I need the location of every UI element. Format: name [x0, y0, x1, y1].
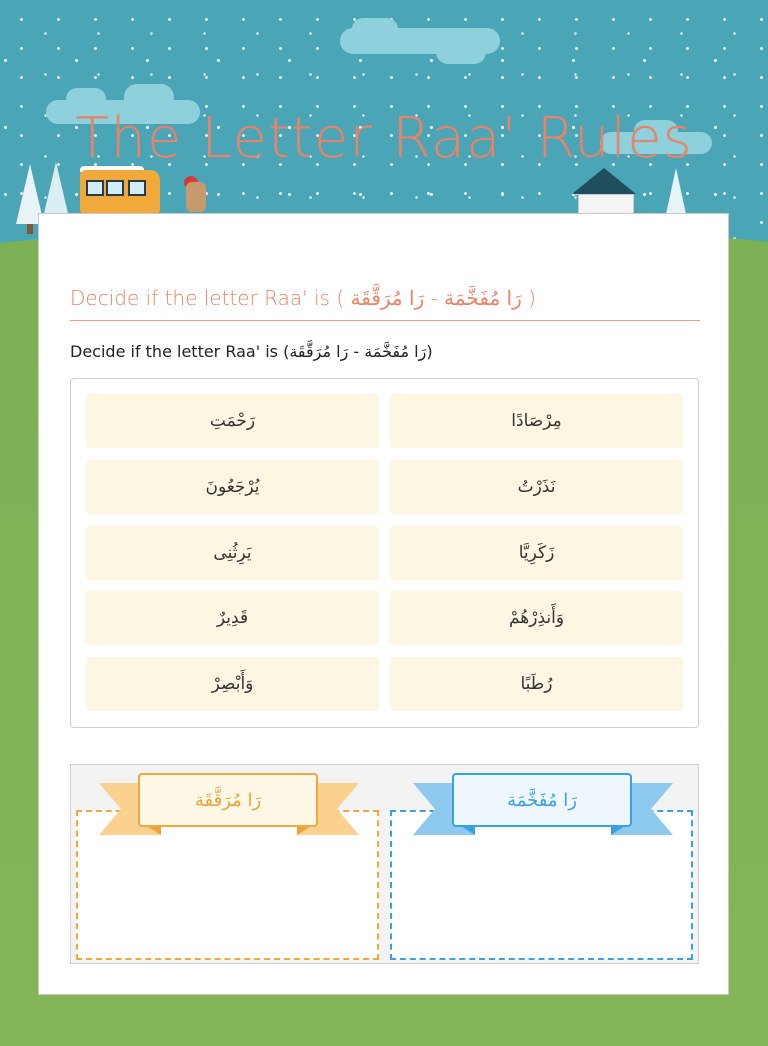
- page-title: The Letter Raa' Rules: [75, 106, 693, 171]
- section-heading: Decide if the letter Raa' is ( رَا مُفَخَّمَة - رَا مُرَقَّقَة ): [70, 286, 700, 321]
- house-roof-icon: [572, 168, 636, 194]
- instructions-text: Decide if the letter Raa' is (رَا مُفَخَّمَة - رَا مُرَقَّقَة): [70, 342, 433, 361]
- category-label-muraqqaqa: رَا مُرَقَّقَة: [138, 773, 318, 827]
- activity-card: [38, 213, 729, 995]
- snowy-tree: [666, 168, 686, 214]
- category-drop-area: [70, 764, 699, 964]
- word-card[interactable]: وَأَبْصِرْ: [86, 657, 379, 711]
- tree-trunk: [27, 224, 33, 234]
- bus-icon: [80, 170, 160, 214]
- deer-icon: [186, 182, 206, 212]
- word-card[interactable]: نَذَرْتُ: [390, 460, 683, 514]
- word-card[interactable]: مِرْصَادًا: [390, 394, 683, 448]
- word-card[interactable]: قَدِيرٌ: [86, 591, 379, 645]
- word-card[interactable]: رُطَبًا: [390, 657, 683, 711]
- cloud: [436, 40, 486, 64]
- word-card[interactable]: يُرْجَعُونَ: [86, 460, 379, 514]
- word-card[interactable]: يَرِثُنِى: [86, 526, 379, 580]
- category-label-mufakhkhama: رَا مُفَخَّمَة: [452, 773, 632, 827]
- cloud: [352, 18, 398, 40]
- word-card[interactable]: وَأَنذِرْهُمْ: [390, 591, 683, 645]
- word-card[interactable]: رَحْمَتِ: [86, 394, 379, 448]
- word-card[interactable]: زَكَرِيَّا: [390, 526, 683, 580]
- word-bank: [70, 378, 699, 728]
